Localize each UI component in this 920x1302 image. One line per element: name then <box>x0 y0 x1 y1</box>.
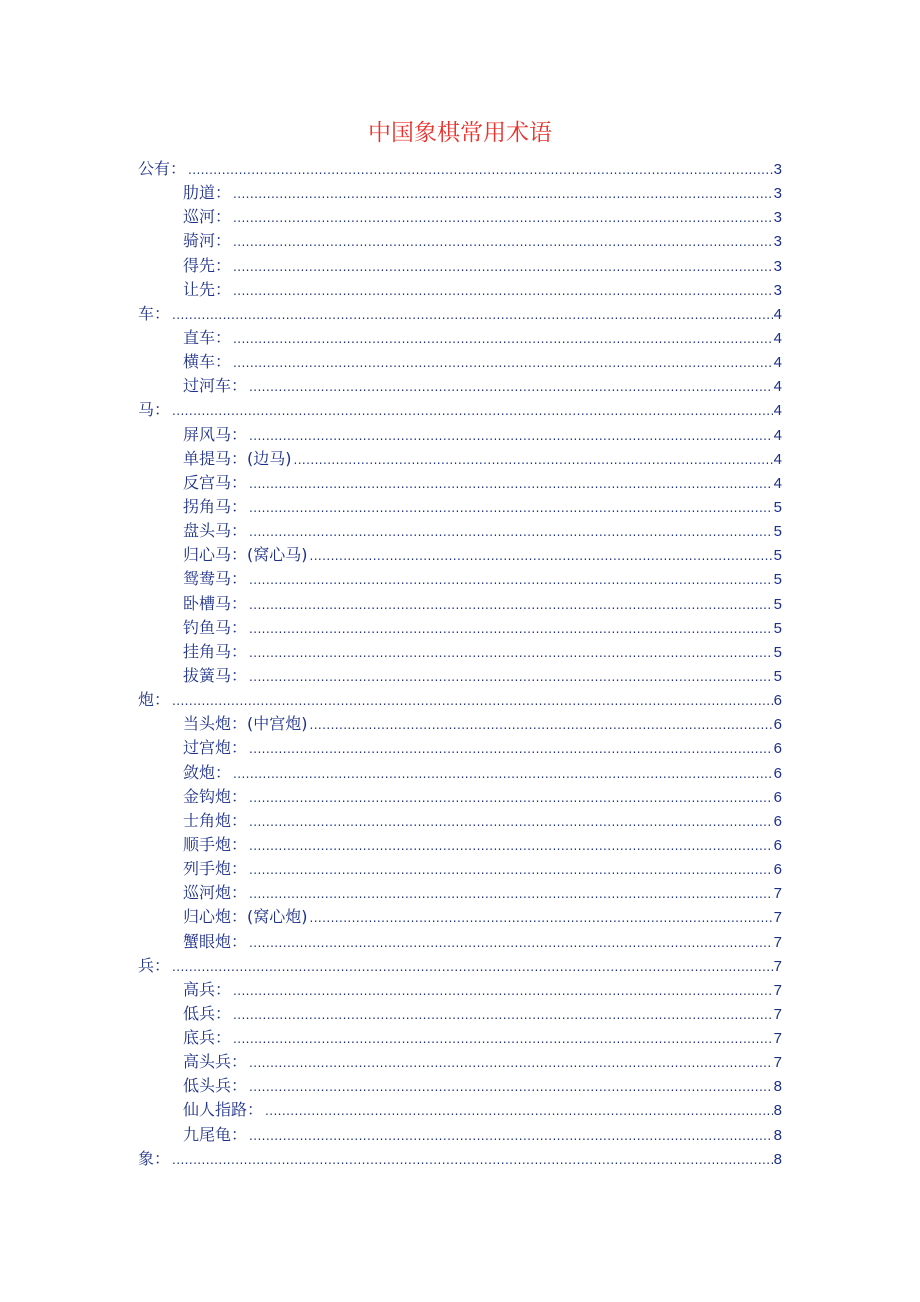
toc-dot-leader <box>249 1051 773 1075</box>
toc-subentry[interactable] <box>138 181 782 205</box>
toc-dot-leader <box>249 496 773 520</box>
toc-subentry[interactable] <box>138 374 782 398</box>
toc-subentry[interactable] <box>138 857 782 881</box>
toc-dot-leader <box>233 1003 773 1027</box>
toc-dot-leader <box>249 786 773 810</box>
toc-subentry[interactable] <box>138 712 782 736</box>
toc-entry-label: 横车： <box>183 352 232 372</box>
toc-page-number: 4 <box>773 378 782 396</box>
toc-dot-leader <box>233 1027 773 1051</box>
toc-page-number: 3 <box>773 161 782 178</box>
toc-subentry[interactable] <box>138 205 782 229</box>
toc-subentry[interactable] <box>138 471 782 495</box>
toc-page-number: 7 <box>773 885 782 903</box>
toc-page-number: 7 <box>773 1054 782 1072</box>
document-title: 中国象棋常用术语 <box>368 120 552 146</box>
toc-entry-label: 得先： <box>183 255 232 275</box>
toc-subentry[interactable] <box>138 664 782 688</box>
toc-entry-label: 马： <box>138 400 171 420</box>
toc-dot-leader <box>249 617 773 641</box>
toc-subentry[interactable] <box>138 640 782 664</box>
toc-page-number: 8 <box>773 1150 782 1168</box>
toc-entry-label: 鸳鸯马： <box>183 569 248 589</box>
toc-dot-leader <box>188 158 773 182</box>
toc-subentry[interactable] <box>138 592 782 616</box>
toc-subentry[interactable] <box>138 881 782 905</box>
toc-subentry[interactable] <box>138 326 782 350</box>
toc-dot-leader <box>172 1148 773 1172</box>
toc-page-number: 5 <box>773 523 782 541</box>
toc-dot-leader <box>310 544 773 568</box>
toc-page-number: 6 <box>773 740 782 758</box>
toc-entry-label: 士角炮： <box>183 810 248 830</box>
toc-page-number: 3 <box>773 281 782 299</box>
toc-subentry[interactable] <box>138 254 782 278</box>
toc-section-entry[interactable] <box>138 688 782 712</box>
toc-entry-label: 归心炮：(窝心炮) <box>183 907 308 927</box>
toc-page-number: 3 <box>773 233 782 251</box>
toc-subentry[interactable] <box>138 761 782 785</box>
toc-entry-label: 拔簧马： <box>183 665 248 685</box>
toc-page-number: 5 <box>773 643 782 661</box>
toc-subentry[interactable] <box>138 978 782 1002</box>
toc-entry-label: 拐角马： <box>183 496 248 516</box>
toc-entry-label: 仙人指路： <box>183 1100 264 1120</box>
table-of-contents <box>138 157 782 1171</box>
toc-page-number: 6 <box>773 764 782 782</box>
toc-dot-leader <box>233 255 773 279</box>
toc-section-entry[interactable] <box>138 1147 782 1171</box>
toc-page-number: 5 <box>773 547 782 565</box>
toc-page-number: 4 <box>773 354 782 372</box>
toc-subentry[interactable] <box>138 543 782 567</box>
toc-section-entry[interactable] <box>138 398 782 422</box>
toc-dot-leader <box>233 279 773 303</box>
toc-page-number: 6 <box>773 861 782 879</box>
toc-dot-leader <box>249 568 773 592</box>
toc-subentry[interactable] <box>138 833 782 857</box>
toc-entry-label: 高头兵： <box>183 1052 248 1072</box>
toc-dot-leader <box>249 375 773 399</box>
toc-page-number: 5 <box>773 595 782 613</box>
toc-entry-label: 低兵： <box>183 1003 232 1023</box>
toc-subentry[interactable] <box>138 567 782 591</box>
toc-page-number: 6 <box>773 692 782 710</box>
toc-page-number: 6 <box>773 788 782 806</box>
toc-subentry[interactable] <box>138 229 782 253</box>
toc-dot-leader <box>249 472 773 496</box>
toc-section-entry[interactable] <box>138 157 782 181</box>
toc-dot-leader <box>172 689 773 713</box>
toc-entry-label: 过宫炮： <box>183 738 248 758</box>
toc-page-number: 5 <box>773 498 782 516</box>
toc-section-entry[interactable] <box>138 954 782 978</box>
toc-subentry[interactable] <box>138 905 782 929</box>
toc-entry-label: 炮： <box>138 690 171 710</box>
toc-page-number: 8 <box>773 1102 782 1120</box>
toc-subentry[interactable] <box>138 519 782 543</box>
toc-dot-leader <box>249 520 773 544</box>
toc-dot-leader <box>249 931 773 955</box>
toc-page-number: 3 <box>773 209 782 227</box>
toc-dot-leader <box>233 979 773 1003</box>
toc-entry-label: 巡河： <box>183 207 232 227</box>
toc-subentry[interactable] <box>138 930 782 954</box>
toc-dot-leader <box>249 593 773 617</box>
toc-subentry[interactable] <box>138 1050 782 1074</box>
toc-entry-label: 让先： <box>183 279 232 299</box>
toc-subentry[interactable] <box>138 736 782 760</box>
toc-page-number: 4 <box>773 329 782 347</box>
toc-dot-leader <box>249 641 773 665</box>
toc-entry-label: 底兵： <box>183 1028 232 1048</box>
toc-entry-label: 象： <box>138 1148 171 1168</box>
toc-entry-label: 归心马：(窝心马) <box>183 545 308 565</box>
toc-entry-label: 直车： <box>183 327 232 347</box>
toc-page-number: 8 <box>773 1078 782 1096</box>
toc-dot-leader <box>249 810 773 834</box>
toc-page-number: 5 <box>773 571 782 589</box>
toc-dot-leader <box>172 399 773 423</box>
toc-page-number: 4 <box>773 426 782 444</box>
toc-dot-leader <box>172 303 773 327</box>
toc-dot-leader <box>294 448 773 472</box>
toc-entry-label: 屏风马： <box>183 424 248 444</box>
toc-entry-label: 金钩炮： <box>183 786 248 806</box>
toc-page-number: 4 <box>773 305 782 323</box>
toc-subentry[interactable] <box>138 809 782 833</box>
toc-page-number: 5 <box>773 667 782 685</box>
toc-page-number: 6 <box>773 716 782 734</box>
toc-subentry[interactable] <box>138 278 782 302</box>
toc-page-number: 6 <box>773 836 782 854</box>
toc-subentry[interactable] <box>138 495 782 519</box>
toc-entry-label: 高兵： <box>183 979 232 999</box>
toc-page-number: 7 <box>773 909 782 927</box>
toc-dot-leader <box>249 1075 773 1099</box>
toc-page-number: 4 <box>773 450 782 468</box>
toc-page-number: 7 <box>773 1005 782 1023</box>
toc-entry-label: 九尾龟： <box>183 1124 248 1144</box>
toc-entry-label: 挂角马： <box>183 641 248 661</box>
toc-entry-label: 巡河炮： <box>183 883 248 903</box>
toc-dot-leader <box>310 713 773 737</box>
toc-entry-label: 肋道： <box>183 183 232 203</box>
toc-dot-leader <box>249 1124 773 1148</box>
toc-subentry[interactable] <box>138 785 782 809</box>
toc-dot-leader <box>249 858 773 882</box>
toc-dot-leader <box>233 351 773 375</box>
toc-dot-leader <box>249 665 773 689</box>
toc-dot-leader <box>249 424 773 448</box>
toc-page-number: 7 <box>773 1030 782 1048</box>
toc-entry-label: 单提马：(边马) <box>183 448 292 468</box>
toc-subentry[interactable] <box>138 1074 782 1098</box>
toc-entry-label: 低头兵： <box>183 1076 248 1096</box>
toc-entry-label: 顺手炮： <box>183 834 248 854</box>
toc-dot-leader <box>233 230 773 254</box>
toc-dot-leader <box>233 206 773 230</box>
toc-dot-leader <box>265 1099 773 1123</box>
toc-dot-leader <box>249 834 773 858</box>
toc-page-number: 3 <box>773 257 782 275</box>
toc-subentry[interactable] <box>138 447 782 471</box>
toc-entry-label: 蟹眼炮： <box>183 931 248 951</box>
toc-entry-label: 钓鱼马： <box>183 617 248 637</box>
toc-page-number: 4 <box>773 402 782 420</box>
toc-dot-leader <box>233 762 773 786</box>
toc-entry-label: 公有： <box>138 159 187 178</box>
toc-dot-leader <box>172 955 773 979</box>
toc-entry-label: 盘头马： <box>183 521 248 541</box>
toc-page-number: 3 <box>773 185 782 203</box>
toc-entry-label: 列手炮： <box>183 859 248 879</box>
toc-entry-label: 敛炮： <box>183 762 232 782</box>
toc-subentry[interactable] <box>138 1098 782 1122</box>
toc-entry-label: 当头炮：(中宫炮) <box>183 714 308 734</box>
toc-entry-label: 过河车： <box>183 376 248 396</box>
toc-page-number: 4 <box>773 474 782 492</box>
toc-subentry[interactable] <box>138 1002 782 1026</box>
toc-page-number: 7 <box>773 981 782 999</box>
toc-subentry[interactable] <box>138 1026 782 1050</box>
toc-subentry[interactable] <box>138 1123 782 1147</box>
toc-dot-leader <box>249 737 773 761</box>
toc-entry-label: 兵： <box>138 955 171 975</box>
toc-subentry[interactable] <box>138 350 782 374</box>
toc-dot-leader <box>233 182 773 206</box>
toc-entry-label: 反宫马： <box>183 472 248 492</box>
toc-page-number: 7 <box>773 933 782 951</box>
toc-dot-leader <box>310 906 773 930</box>
toc-page-number: 5 <box>773 619 782 637</box>
toc-subentry[interactable] <box>138 423 782 447</box>
toc-page-number: 6 <box>773 812 782 830</box>
toc-subentry[interactable] <box>138 616 782 640</box>
toc-page-number: 8 <box>773 1126 782 1144</box>
toc-entry-label: 卧槽马： <box>183 593 248 613</box>
toc-section-entry[interactable] <box>138 302 782 326</box>
toc-entry-label: 骑河： <box>183 231 232 251</box>
toc-dot-leader <box>249 882 773 906</box>
toc-dot-leader <box>233 327 773 351</box>
toc-entry-label: 车： <box>138 303 171 323</box>
toc-page-number: 7 <box>773 957 782 975</box>
